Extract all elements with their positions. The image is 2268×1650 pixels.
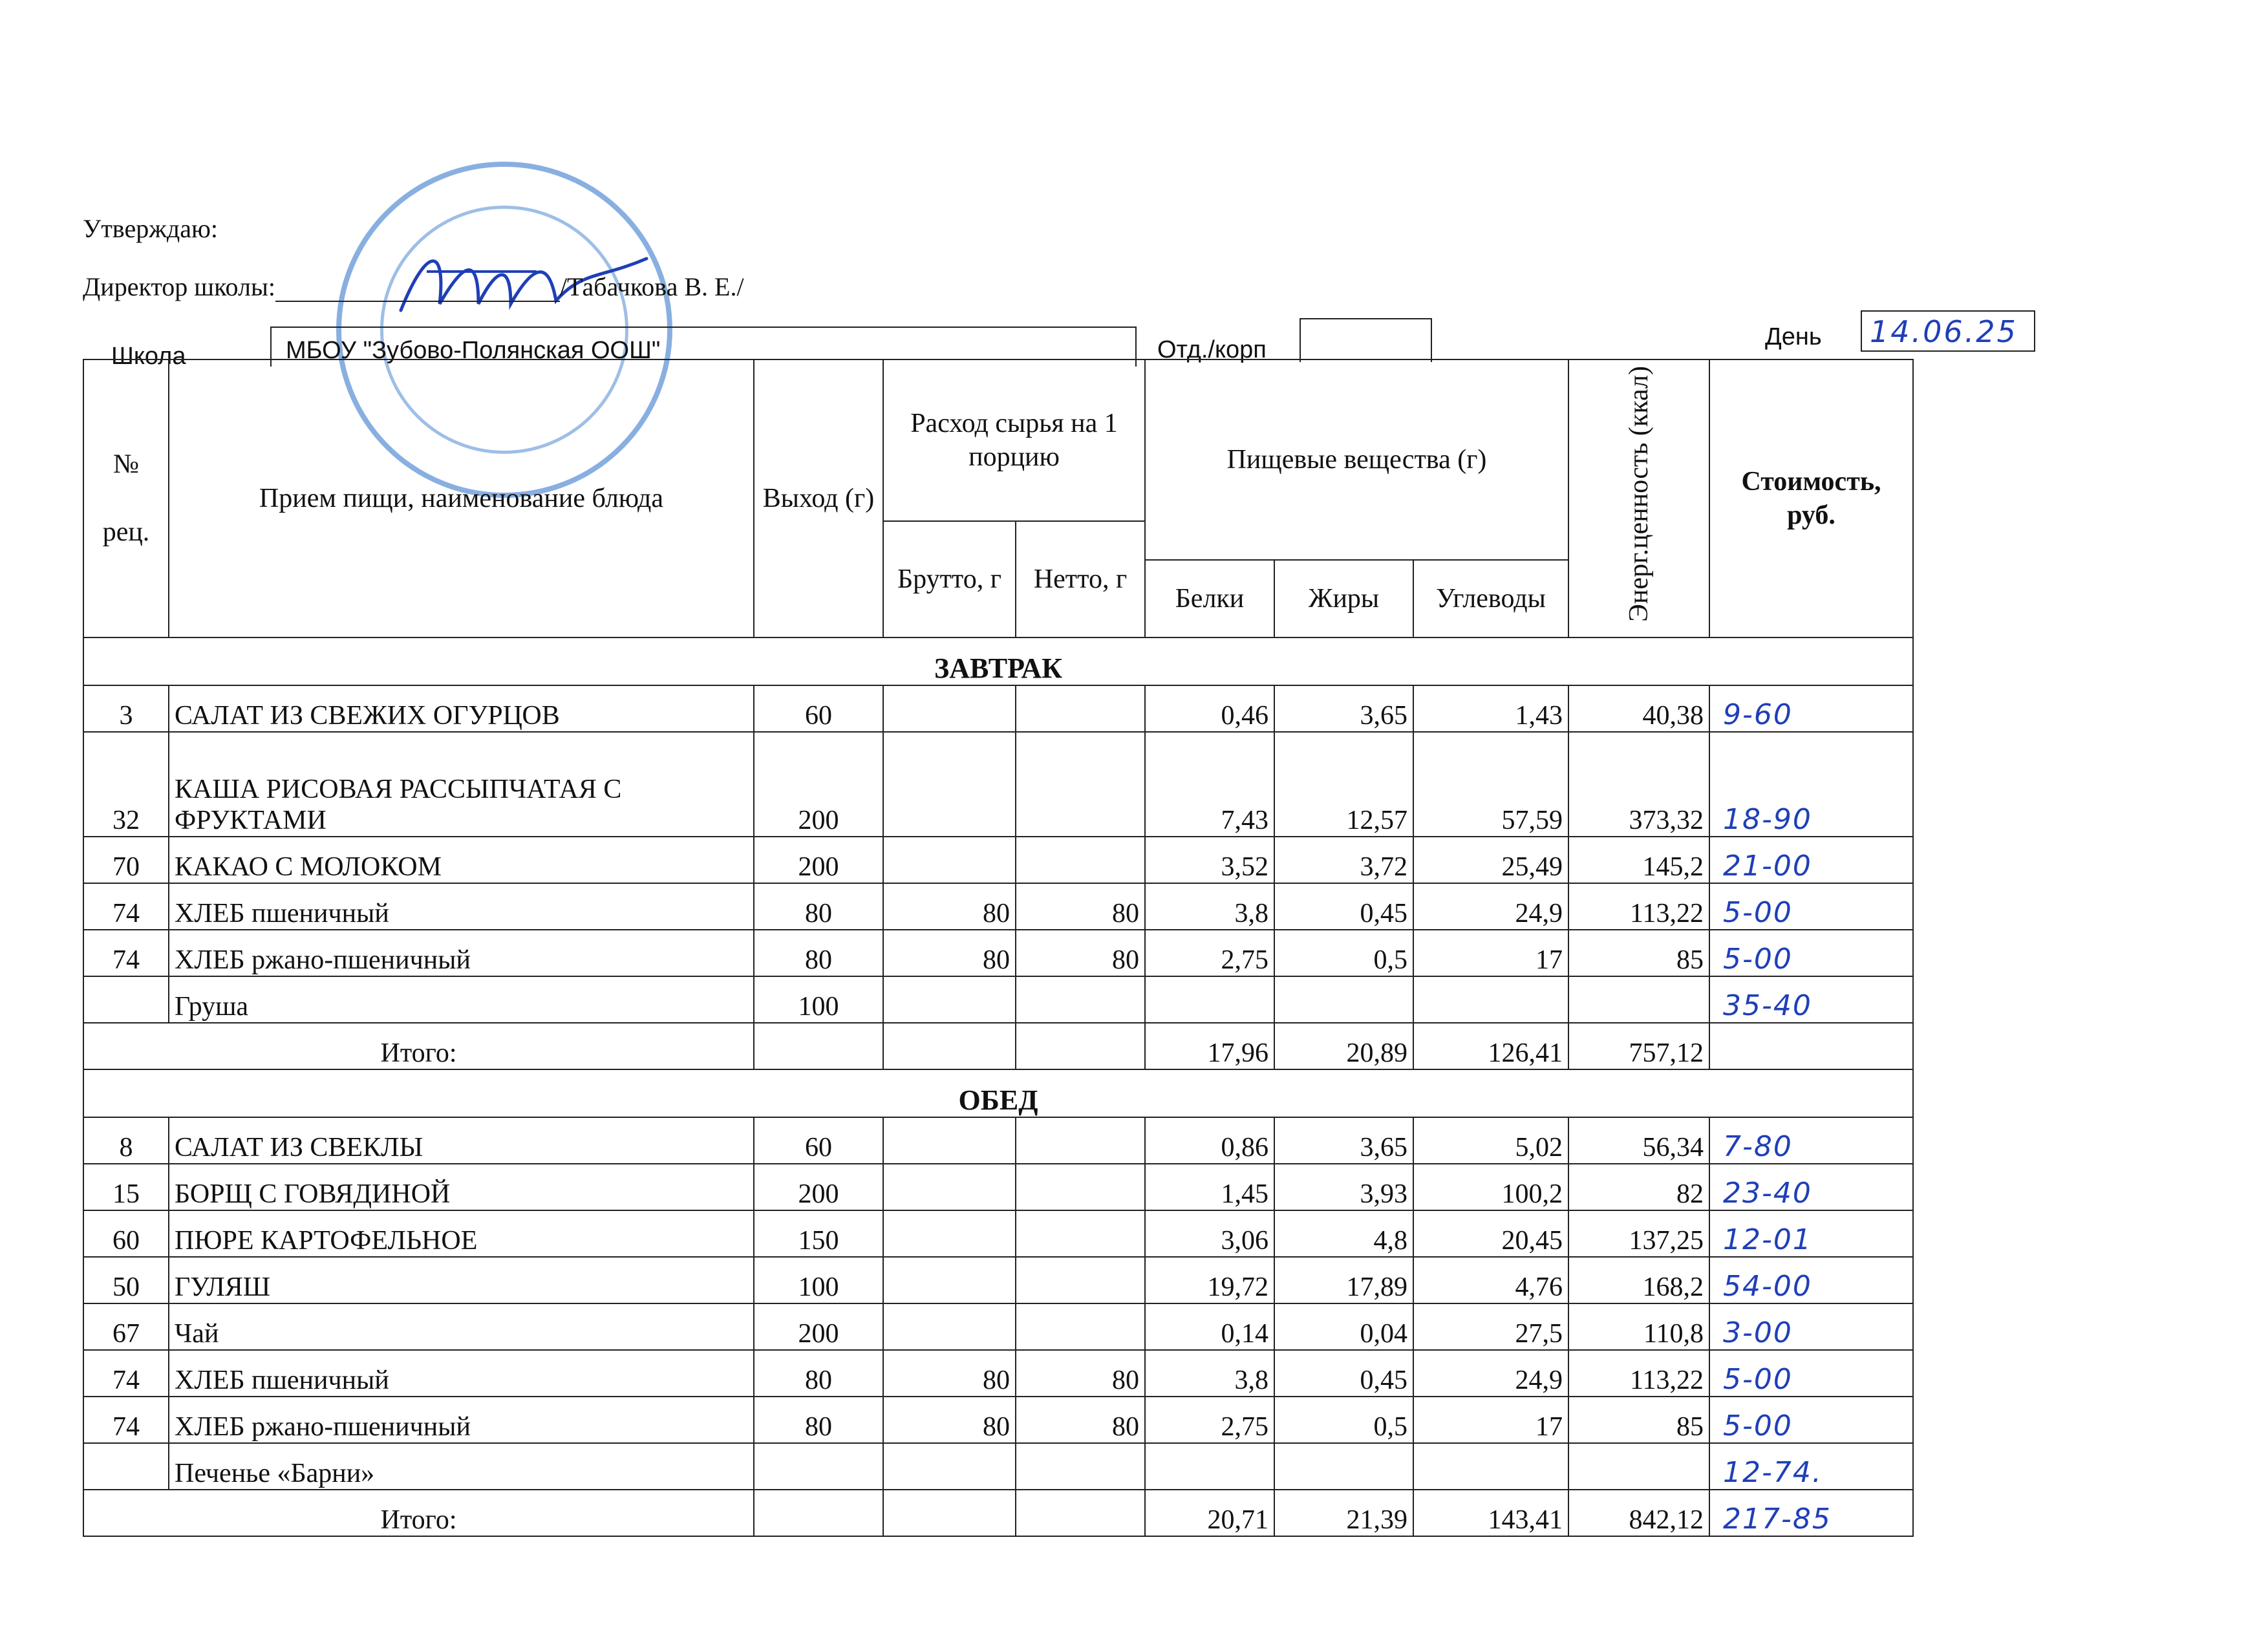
recipe-number: 60 — [83, 1210, 169, 1257]
dish-name: Груша — [169, 976, 754, 1023]
table-row — [83, 883, 1913, 930]
table-row — [83, 1117, 1913, 1164]
col-num-header: № рец. — [83, 359, 169, 638]
col-cost-header: Стоимость, руб. — [1709, 359, 1913, 638]
total-brutto — [883, 1490, 1016, 1536]
protein-value: 1,45 — [1145, 1164, 1274, 1210]
cost-value: 5-00 — [1709, 930, 1913, 976]
dish-output: 100 — [754, 976, 883, 1023]
brutto-value — [883, 1164, 1016, 1210]
recipe-number: 67 — [83, 1303, 169, 1350]
recipe-number: 32 — [83, 732, 169, 837]
protein-value: 19,72 — [1145, 1257, 1274, 1303]
total-row — [83, 1023, 1913, 1069]
dish-name: САЛАТ ИЗ СВЕКЛЫ — [169, 1117, 754, 1164]
netto-value — [1016, 1443, 1145, 1490]
dish-output: 80 — [754, 1350, 883, 1397]
total-carbs: 143,41 — [1413, 1490, 1568, 1536]
cost-value: 5-00 — [1709, 1397, 1913, 1443]
netto-value: 80 — [1016, 1397, 1145, 1443]
cost-value: 12-74. — [1709, 1443, 1913, 1490]
carbs-value: 17 — [1413, 930, 1568, 976]
dish-name: КАКАО С МОЛОКОМ — [169, 837, 754, 883]
fat-value — [1274, 1443, 1413, 1490]
carbs-value — [1413, 976, 1568, 1023]
brutto-value — [883, 976, 1016, 1023]
dish-name: КАША РИСОВАЯ РАССЫПЧАТАЯ С ФРУКТАМИ — [169, 732, 754, 837]
energy-value: 113,22 — [1568, 883, 1709, 930]
fat-value — [1274, 976, 1413, 1023]
energy-value — [1568, 976, 1709, 1023]
protein-value: 0,14 — [1145, 1303, 1274, 1350]
total-netto — [1016, 1490, 1145, 1536]
carbs-value: 24,9 — [1413, 1350, 1568, 1397]
fat-value: 0,5 — [1274, 930, 1413, 976]
col-netto-header: Нетто, г — [1016, 521, 1145, 638]
energy-value: 137,25 — [1568, 1210, 1709, 1257]
recipe-number — [83, 1443, 169, 1490]
section-lunch — [83, 1069, 1913, 1117]
brutto-value: 80 — [883, 1350, 1016, 1397]
brutto-value — [883, 1210, 1016, 1257]
protein-value: 0,46 — [1145, 685, 1274, 732]
energy-value: 82 — [1568, 1164, 1709, 1210]
col-brutto-header: Брутто, г — [883, 521, 1016, 638]
dish-name: САЛАТ ИЗ СВЕЖИХ ОГУРЦОВ — [169, 685, 754, 732]
section-breakfast: ЗАВТРАК — [83, 638, 1913, 685]
approve-label: Утверждаю: — [83, 214, 218, 243]
dish-name: ХЛЕБ пшеничный — [169, 883, 754, 930]
dish-name: ХЛЕБ ржано-пшеничный — [169, 1397, 754, 1443]
netto-value — [1016, 976, 1145, 1023]
total-protein: 20,71 — [1145, 1490, 1274, 1536]
col-raw-header: Расход сырья на 1 порцию — [883, 359, 1145, 521]
total-label: Итого: — [83, 1023, 754, 1069]
netto-value — [1016, 1117, 1145, 1164]
total-output — [754, 1490, 883, 1536]
brutto-value — [883, 1117, 1016, 1164]
dish-output: 200 — [754, 1164, 883, 1210]
recipe-number: 15 — [83, 1164, 169, 1210]
col-fat-header: Жиры — [1274, 560, 1413, 638]
otd-label: Отд./корп — [1157, 336, 1267, 363]
carbs-value: 57,59 — [1413, 732, 1568, 837]
col-name-header: Прием пищи, наименование блюда — [169, 359, 754, 638]
fat-value: 0,45 — [1274, 883, 1413, 930]
recipe-number: 3 — [83, 685, 169, 732]
carbs-value: 27,5 — [1413, 1303, 1568, 1350]
cost-value: 5-00 — [1709, 883, 1913, 930]
total-cost: 217-85 — [1709, 1490, 1913, 1536]
table-row — [83, 837, 1913, 883]
fat-value: 0,04 — [1274, 1303, 1413, 1350]
netto-value — [1016, 837, 1145, 883]
dish-output: 60 — [754, 1117, 883, 1164]
energy-value — [1568, 1443, 1709, 1490]
day-value: 14.06.25 — [1861, 310, 2035, 352]
cost-value: 35-40 — [1709, 976, 1913, 1023]
recipe-number: 74 — [83, 930, 169, 976]
brutto-value — [883, 732, 1016, 837]
fat-value: 0,5 — [1274, 1397, 1413, 1443]
brutto-value — [883, 1303, 1016, 1350]
menu-table — [83, 359, 1914, 1537]
carbs-value: 20,45 — [1413, 1210, 1568, 1257]
recipe-number: 74 — [83, 883, 169, 930]
netto-value — [1016, 1164, 1145, 1210]
section-title: ОБЕД — [83, 1069, 1913, 1117]
fat-value: 3,65 — [1274, 1117, 1413, 1164]
protein-value: 2,75 — [1145, 930, 1274, 976]
dish-output: 60 — [754, 685, 883, 732]
carbs-value: 100,2 — [1413, 1164, 1568, 1210]
dish-output: 80 — [754, 883, 883, 930]
total-netto — [1016, 1023, 1145, 1069]
brutto-value — [883, 837, 1016, 883]
total-protein: 17,96 — [1145, 1023, 1274, 1069]
table-row — [83, 1257, 1913, 1303]
table-row — [83, 1210, 1913, 1257]
col-output-header: Выход (г) — [754, 359, 883, 638]
director-label: Директор школы: — [83, 272, 275, 301]
protein-value: 3,8 — [1145, 1350, 1274, 1397]
table-row — [83, 685, 1913, 732]
netto-value — [1016, 732, 1145, 837]
fat-value: 12,57 — [1274, 732, 1413, 837]
total-label: Итого: — [83, 1490, 754, 1536]
carbs-value — [1413, 1443, 1568, 1490]
dish-output: 200 — [754, 837, 883, 883]
cost-value: 5-00 — [1709, 1350, 1913, 1397]
fat-value: 3,65 — [1274, 685, 1413, 732]
dish-name: Печенье «Барни» — [169, 1443, 754, 1490]
protein-value: 2,75 — [1145, 1397, 1274, 1443]
carbs-value: 1,43 — [1413, 685, 1568, 732]
dish-output: 100 — [754, 1257, 883, 1303]
dish-output — [754, 1443, 883, 1490]
protein-value: 3,8 — [1145, 883, 1274, 930]
director-line — [83, 272, 744, 302]
protein-value — [1145, 1443, 1274, 1490]
table-row — [83, 1164, 1913, 1210]
fat-value: 3,72 — [1274, 837, 1413, 883]
total-output — [754, 1023, 883, 1069]
table-row — [83, 732, 1913, 837]
energy-value: 168,2 — [1568, 1257, 1709, 1303]
energy-value: 110,8 — [1568, 1303, 1709, 1350]
cost-value: 9-60 — [1709, 685, 1913, 732]
energy-value: 40,38 — [1568, 685, 1709, 732]
fat-value: 17,89 — [1274, 1257, 1413, 1303]
total-carbs: 126,41 — [1413, 1023, 1568, 1069]
dish-output: 200 — [754, 1303, 883, 1350]
table-row — [83, 1350, 1913, 1397]
carbs-value: 4,76 — [1413, 1257, 1568, 1303]
col-nutrients-header: Пищевые вещества (г) — [1145, 359, 1568, 560]
protein-value: 3,52 — [1145, 837, 1274, 883]
netto-value — [1016, 1210, 1145, 1257]
energy-value: 85 — [1568, 930, 1709, 976]
school-name: МБОУ "Зубово-Полянская ООШ" — [270, 327, 1137, 367]
recipe-number — [83, 976, 169, 1023]
energy-value: 56,34 — [1568, 1117, 1709, 1164]
cost-value: 7-80 — [1709, 1117, 1913, 1164]
col-protein-header: Белки — [1145, 560, 1274, 638]
netto-value — [1016, 1303, 1145, 1350]
total-fat: 20,89 — [1274, 1023, 1413, 1069]
dish-output: 200 — [754, 732, 883, 837]
protein-value: 0,86 — [1145, 1117, 1274, 1164]
cost-value: 12-01 — [1709, 1210, 1913, 1257]
brutto-value — [883, 1257, 1016, 1303]
cost-value: 18-90 — [1709, 732, 1913, 837]
table-row — [83, 1397, 1913, 1443]
energy-value: 373,32 — [1568, 732, 1709, 837]
total-fat: 21,39 — [1274, 1490, 1413, 1536]
recipe-number: 74 — [83, 1350, 169, 1397]
carbs-value: 24,9 — [1413, 883, 1568, 930]
brutto-value: 80 — [883, 1397, 1016, 1443]
menu-body — [83, 638, 1913, 1536]
cost-value: 3-00 — [1709, 1303, 1913, 1350]
school-label: Школа — [111, 343, 186, 370]
netto-value: 80 — [1016, 883, 1145, 930]
total-row — [83, 1490, 1913, 1536]
dish-name: ГУЛЯШ — [169, 1257, 754, 1303]
netto-value: 80 — [1016, 1350, 1145, 1397]
carbs-value: 5,02 — [1413, 1117, 1568, 1164]
table-row — [83, 976, 1913, 1023]
energy-value: 85 — [1568, 1397, 1709, 1443]
dish-output: 80 — [754, 930, 883, 976]
carbs-value: 25,49 — [1413, 837, 1568, 883]
cost-value: 23-40 — [1709, 1164, 1913, 1210]
signature-line — [275, 279, 560, 302]
brutto-value: 80 — [883, 883, 1016, 930]
cost-value: 21-00 — [1709, 837, 1913, 883]
netto-value — [1016, 1257, 1145, 1303]
dish-output: 80 — [754, 1397, 883, 1443]
total-cost — [1709, 1023, 1913, 1069]
fat-value: 0,45 — [1274, 1350, 1413, 1397]
col-carbs-header: Углеводы — [1413, 560, 1568, 638]
brutto-value: 80 — [883, 930, 1016, 976]
table-row — [83, 1303, 1913, 1350]
total-energy: 757,12 — [1568, 1023, 1709, 1069]
brutto-value — [883, 1443, 1016, 1490]
table-row — [83, 1443, 1913, 1490]
col-energy-header: Энерг.ценность (ккал) — [1568, 359, 1709, 638]
energy-value: 145,2 — [1568, 837, 1709, 883]
brutto-value — [883, 685, 1016, 732]
netto-value: 80 — [1016, 930, 1145, 976]
dish-output: 150 — [754, 1210, 883, 1257]
total-brutto — [883, 1023, 1016, 1069]
protein-value — [1145, 976, 1274, 1023]
otd-value — [1300, 318, 1432, 362]
dish-name: ПЮРЕ КАРТОФЕЛЬНОЕ — [169, 1210, 754, 1257]
recipe-number: 50 — [83, 1257, 169, 1303]
day-label: День — [1765, 323, 1822, 350]
recipe-number: 74 — [83, 1397, 169, 1443]
netto-value — [1016, 685, 1145, 732]
protein-value: 7,43 — [1145, 732, 1274, 837]
recipe-number: 8 — [83, 1117, 169, 1164]
table-row — [83, 930, 1913, 976]
dish-name: ХЛЕБ ржано-пшеничный — [169, 930, 754, 976]
fat-value: 4,8 — [1274, 1210, 1413, 1257]
cost-value: 54-00 — [1709, 1257, 1913, 1303]
dish-name: ХЛЕБ пшеничный — [169, 1350, 754, 1397]
total-energy: 842,12 — [1568, 1490, 1709, 1536]
protein-value: 3,06 — [1145, 1210, 1274, 1257]
energy-value: 113,22 — [1568, 1350, 1709, 1397]
director-name: /Табачкова В. Е./ — [559, 272, 744, 301]
dish-name: БОРЩ С ГОВЯДИНОЙ — [169, 1164, 754, 1210]
recipe-number: 70 — [83, 837, 169, 883]
fat-value: 3,93 — [1274, 1164, 1413, 1210]
dish-name: Чай — [169, 1303, 754, 1350]
carbs-value: 17 — [1413, 1397, 1568, 1443]
